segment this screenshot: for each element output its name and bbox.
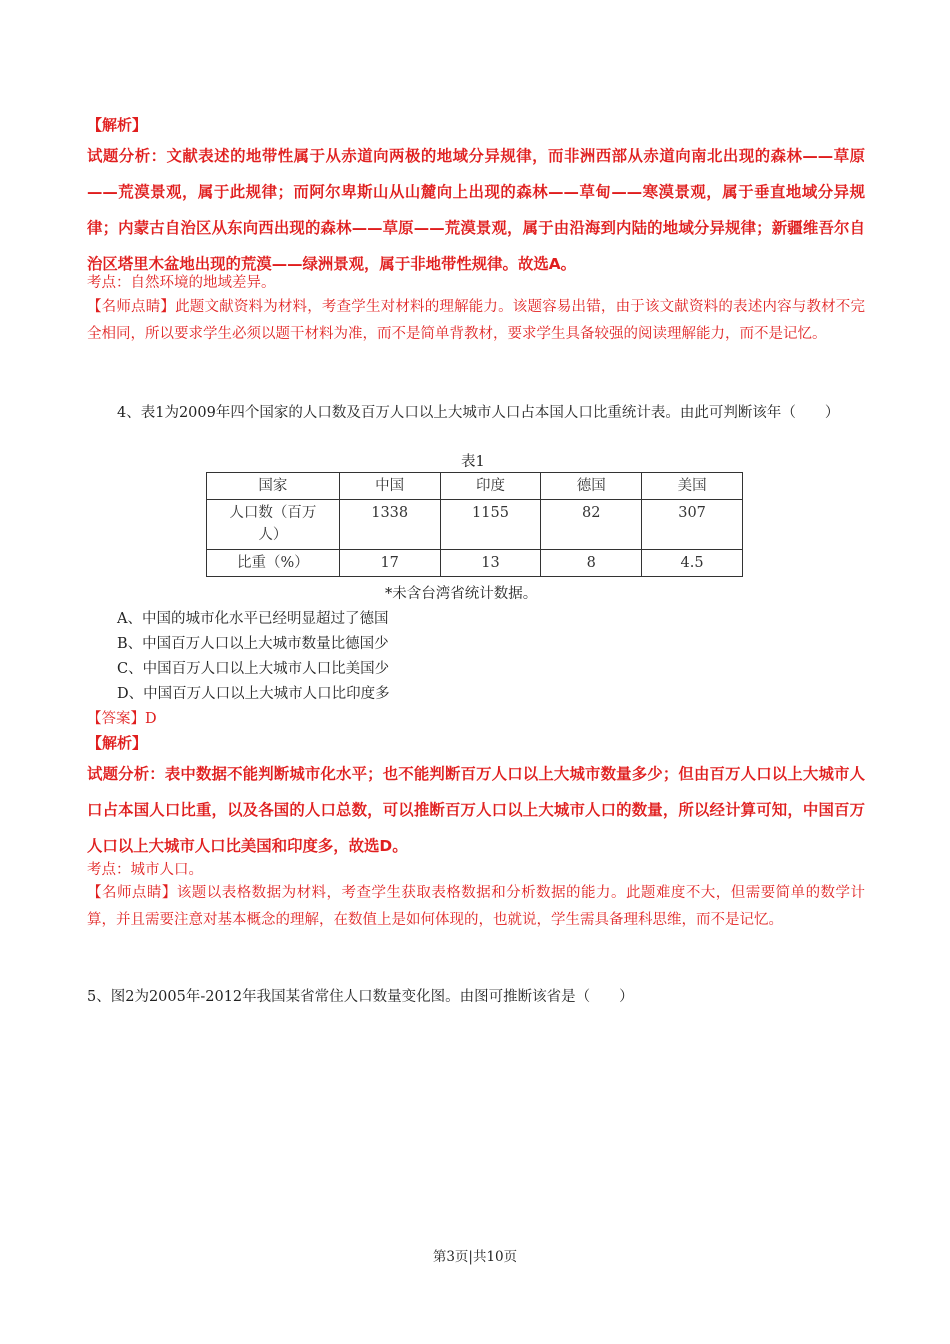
analysis-text: 试题分析：文献表述的地带性属于从赤道向两极的地域分异规律，而非洲西部从赤道向南北出现的森林——草原——荒漠景观，属于此规律；而阿尔卑斯山从山麓向上出现的森林——草甸——寒漠景观，属于垂直地域分异规律；内蒙古自治区从东向西出现的森林——草原——荒漠景观，属于由沿海到内陆的地域分异规律；新疆维吾尔自治区塔里木盆地出现的荒漠——绿洲景观，属于非地带性规律。故选A。 <box>87 147 865 273</box>
analysis-label: 【解析】 <box>87 734 148 752</box>
table-header-cell: 中国 <box>339 473 440 500</box>
table-cell: 1155 <box>440 500 541 550</box>
option-c: C、中国百万人口以上大城市人口比美国少 <box>117 661 390 677</box>
analysis-label: 【解析】 <box>87 116 148 134</box>
table-cell: 4.5 <box>642 550 743 577</box>
option-b: B、中国百万人口以上大城市数量比德国少 <box>117 636 389 652</box>
table-row <box>207 550 743 577</box>
table-cell: 13 <box>440 550 541 577</box>
table-cell: 307 <box>642 500 743 550</box>
population-table <box>206 472 743 577</box>
table-caption: 表1 <box>461 454 485 470</box>
table-header-cell: 国家 <box>207 473 340 500</box>
page-number: 第3页|共10页 <box>432 1249 518 1265</box>
table-header-cell: 印度 <box>440 473 541 500</box>
answer-text: 【答案】D <box>87 711 157 727</box>
table-cell: 1338 <box>339 500 440 550</box>
table-cell: 17 <box>339 550 440 577</box>
table-cell: 比重（%） <box>207 550 340 577</box>
teacher-tip: 【名师点睛】此题文献资料为材料，考查学生对材料的理解能力。该题容易出错，由于该文献资料的表述内容与教材不完全相同，所以要求学生必须以题干材料为准，而不是简单背教材，要求学生具备较强的阅读理解能力，而不是记忆。 <box>87 299 865 342</box>
kaodian-text: 考点：城市人口。 <box>87 862 203 878</box>
table-header-cell: 美国 <box>642 473 743 500</box>
question-5-stem: 5、图2为2005年-2012年我国某省常住人口数量变化图。由图可推断该省是（ ） <box>87 989 634 1005</box>
table-cell: 人口数（百万人） <box>207 500 340 550</box>
table-cell: 8 <box>541 550 642 577</box>
option-d: D、中国百万人口以上大城市人口比印度多 <box>117 686 390 702</box>
kaodian-text: 考点：自然环境的地域差异。 <box>87 275 276 291</box>
table-note: *未含台湾省统计数据。 <box>385 586 538 602</box>
teacher-tip: 【名师点睛】该题以表格数据为材料，考查学生获取表格数据和分析数据的能力。此题难度不大，但需要简单的数学计算，并且需要注意对基本概念的理解，在数值上是如何体现的，也就说，学生需具备理科思维，而不是记忆。 <box>87 885 865 928</box>
table-header-cell: 德国 <box>541 473 642 500</box>
analysis-text: 试题分析：表中数据不能判断城市化水平；也不能判断百万人口以上大城市数量多少；但由百万人口以上大城市人口占本国人口比重，以及各国的人口总数，可以推断百万人口以上大城市人口的数量，所以经计算可知，中国百万人口以上大城市人口比美国和印度多，故选D。 <box>87 765 865 855</box>
question-4-stem: 4、表1为2009年四个国家的人口数及百万人口以上大城市人口占本国人口比重统计表。由此可判断该年（ ） <box>117 405 840 421</box>
table-row <box>207 500 743 550</box>
table-header-row <box>207 473 743 500</box>
table-cell: 82 <box>541 500 642 550</box>
option-a: A、中国的城市化水平已经明显超过了德国 <box>117 611 389 627</box>
